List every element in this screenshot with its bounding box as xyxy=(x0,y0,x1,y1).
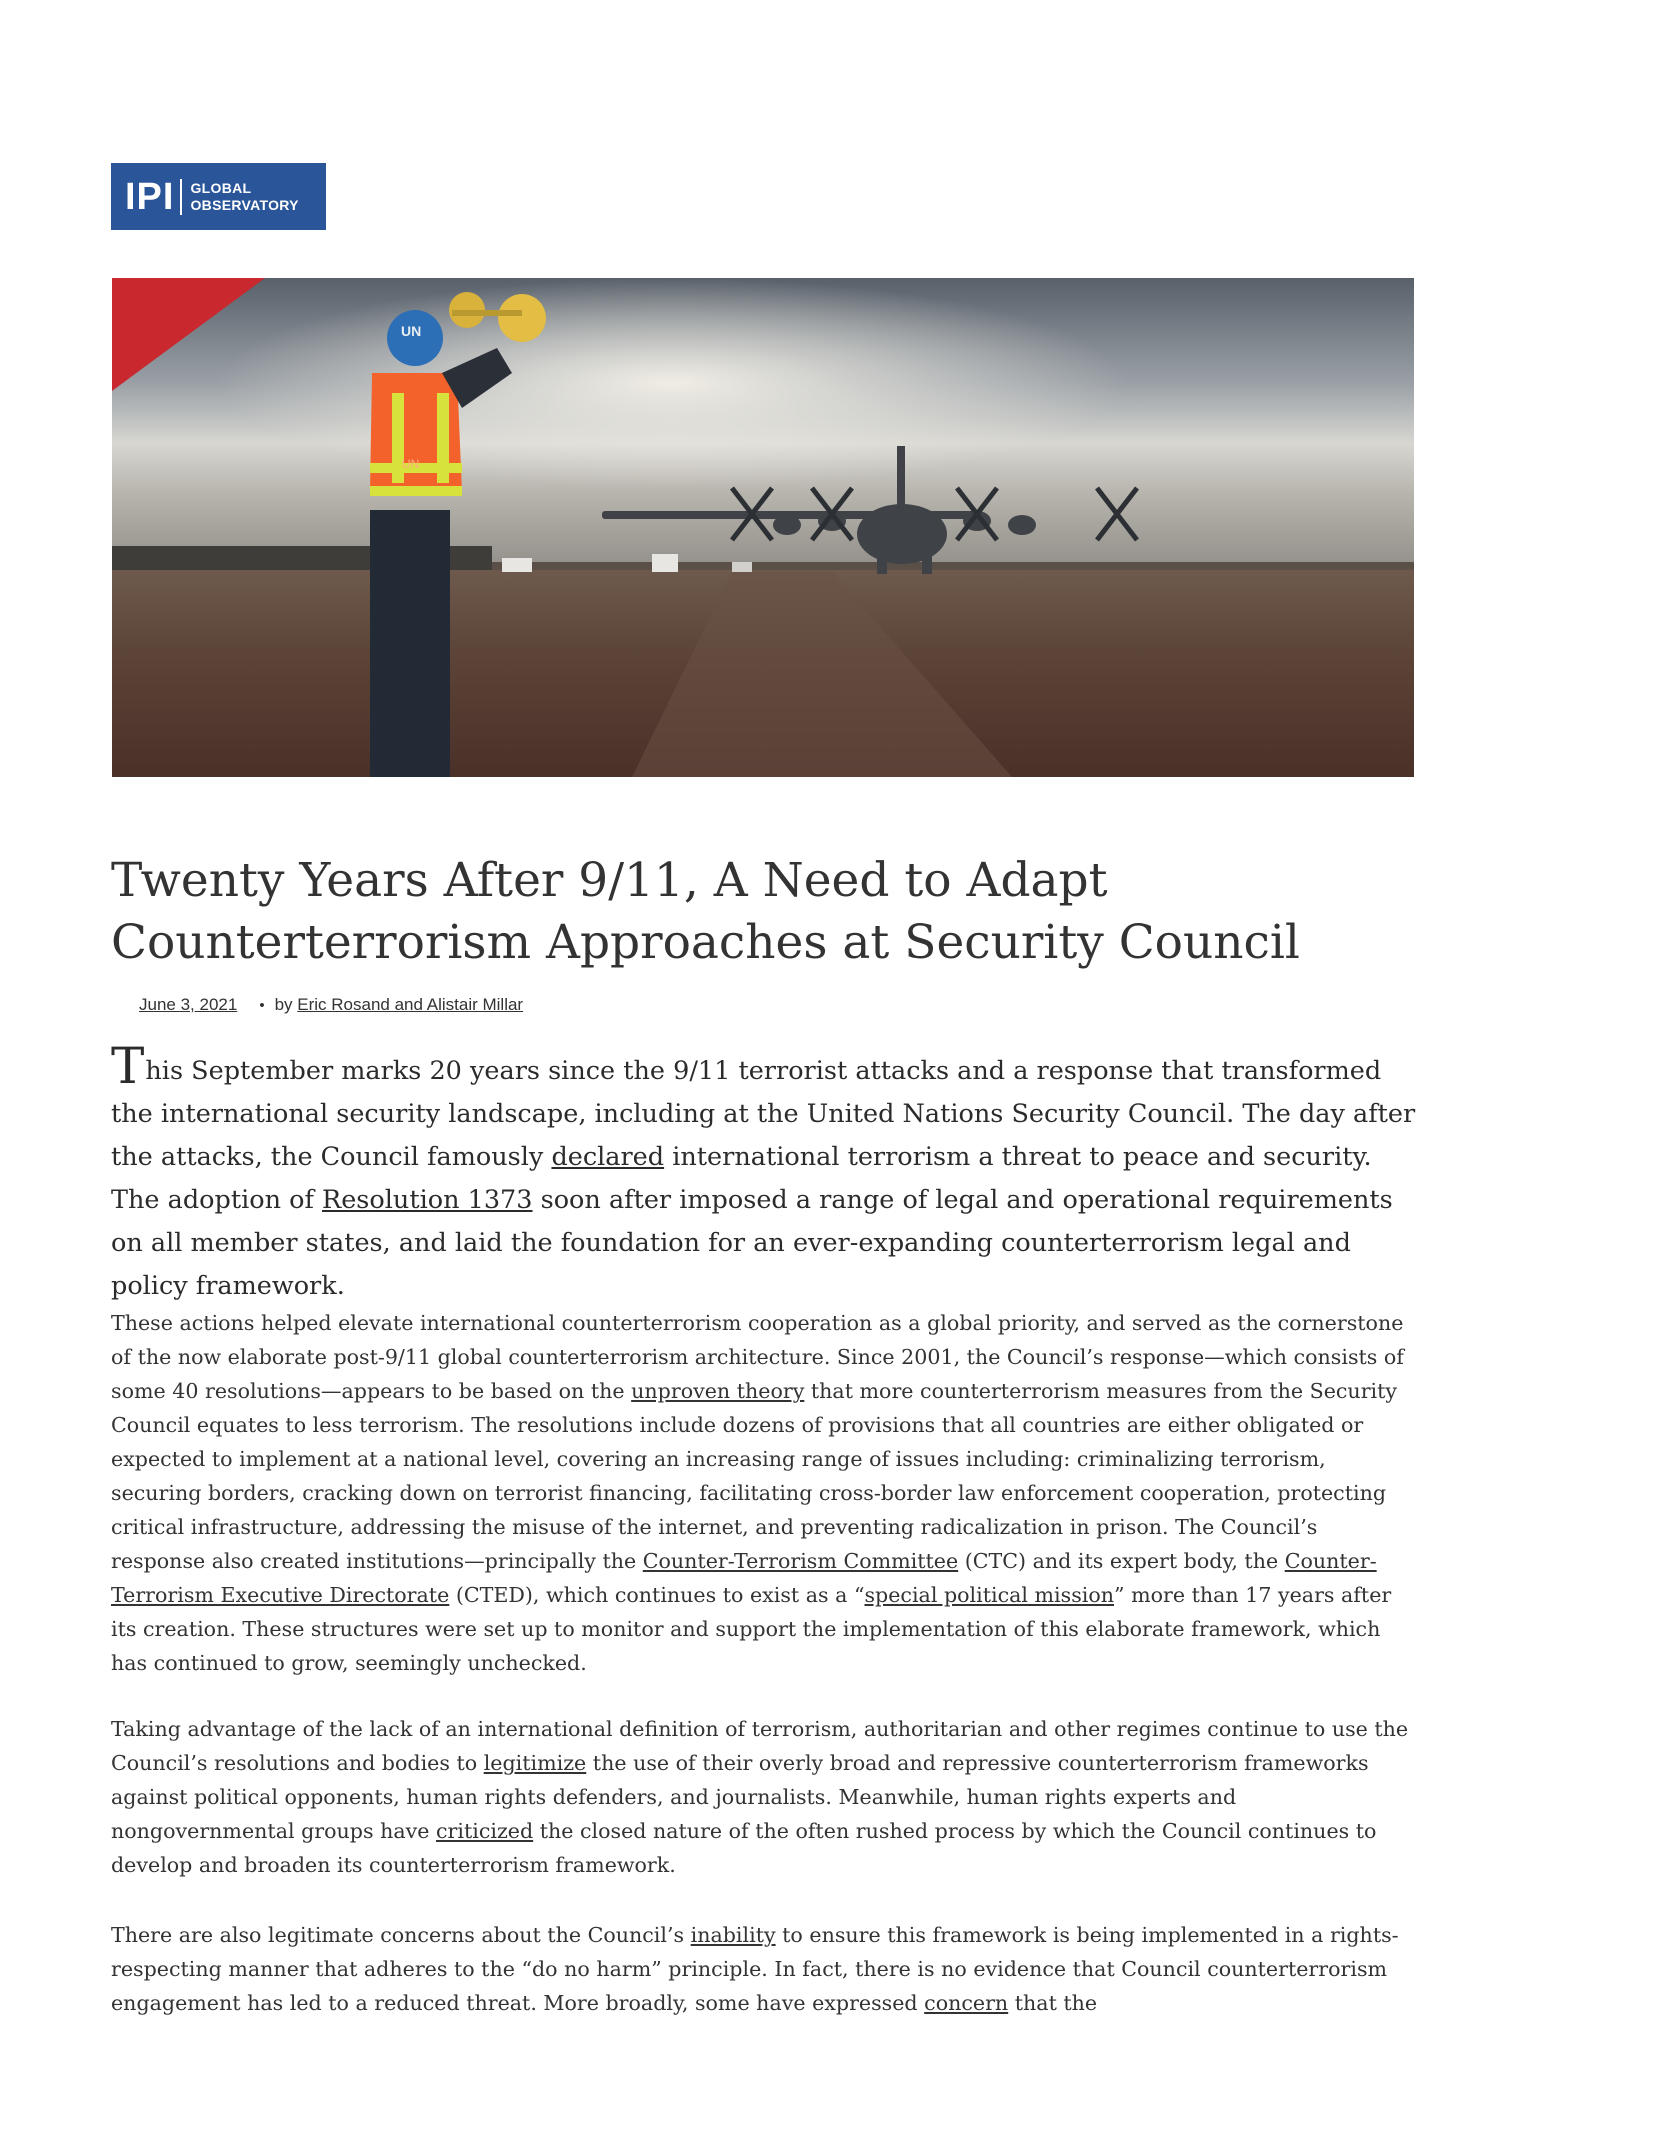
link-special-political-mission[interactable]: special political mission xyxy=(864,1583,1115,1607)
lede-text-3: soon after imposed a range of legal and operational requirements on all member states, and laid the foundation for an ever-expanding counterterrorism legal and policy framework. xyxy=(111,1185,1393,1301)
byline-prefix: by xyxy=(274,995,293,1014)
title-line-1: Twenty Years After 9/11, A Need to Adapt xyxy=(111,853,1108,908)
link-counter-terrorism-committee[interactable]: Counter-Terrorism Committee xyxy=(642,1549,959,1573)
lede-text-1: his September marks 20 years since the 9/11 terrorist attacks and a response that transformed the international security landscape, including at the United Nations Security Council. The day after the attacks, the Council famously xyxy=(111,1056,1416,1172)
p2-text-1: Taking advantage of the lack of an international definition of terrorism, authoritarian and other regimes continue to use the Council’s resolutions and bodies to xyxy=(111,1717,1409,1775)
logo-line-2: OBSERVATORY xyxy=(190,196,299,213)
bullet-separator: • xyxy=(259,996,265,1014)
link-unproven-theory[interactable]: unproven theory xyxy=(631,1379,805,1403)
logo-divider xyxy=(180,179,182,215)
hero-image xyxy=(112,278,1414,777)
link-cted[interactable]: Counter-Terrorism Executive Directorate xyxy=(111,1549,1377,1607)
vest-label: UN xyxy=(402,457,420,471)
link-legitimize[interactable]: legitimize xyxy=(483,1751,587,1775)
authors-link[interactable]: Eric Rosand and Alistair Millar xyxy=(297,995,524,1014)
p1-text-3: (CTC) and its expert body, the xyxy=(958,1549,1285,1573)
logo-line-1: GLOBAL xyxy=(190,179,252,196)
p3-text-3: that the xyxy=(1008,1991,1098,2015)
body-paragraph-3 xyxy=(111,1918,1416,2020)
hero-illustration xyxy=(112,278,1414,777)
helmet-label: UN xyxy=(401,323,422,339)
p3-text-2: to ensure this framework is being implemented in a rights-respecting manner that adheres to the “do no harm” principle. In fact, there is no evidence that Council counterterrorism engagement has led to a reduced threat. More broadly, some have expressed xyxy=(111,1923,1399,2015)
logo-wordmark xyxy=(190,180,298,214)
link-inability[interactable]: inability xyxy=(690,1923,776,1947)
link-declared[interactable]: declared xyxy=(551,1142,665,1172)
logo-mark: IPI xyxy=(125,175,175,218)
p1-text-4: (CTED), which continues to exist as a “ xyxy=(449,1583,865,1607)
p1-text-5: ” more than 17 years after its creation. These structures were set up to monitor and support the implementation of this elaborate framework, which has continued to grow, seemingly unchecked. xyxy=(111,1583,1392,1675)
link-concern[interactable]: concern xyxy=(924,1991,1009,2015)
link-criticized[interactable]: criticized xyxy=(436,1819,534,1843)
title-line-2: Counterterrorism Approaches at Security Council xyxy=(111,915,1300,970)
p3-text-1: There are also legitimate concerns about the Council’s xyxy=(111,1923,691,1947)
body-paragraph-1 xyxy=(111,1306,1416,1680)
p2-text-2: the use of their overly broad and repressive counterterrorism frameworks against political opponents, human rights defenders, and journalists. Meanwhile, human rights experts and nongovernmental groups have xyxy=(111,1751,1369,1843)
article-title xyxy=(111,850,1411,974)
body-paragraph-2 xyxy=(111,1712,1416,1882)
p2-text-3: the closed nature of the often rushed process by which the Council continues to develop and broaden its counterterrorism framework. xyxy=(111,1819,1377,1877)
drop-cap: T xyxy=(111,1037,145,1095)
p1-text-2: that more counterterrorism measures from the Security Council equates to less terrorism. The resolutions include dozens of provisions that all countries are either obligated or expected to implement at a national level, covering an increasing range of issues including: criminalizing terrorism, securing borders, cracking down on terrorist financing, facilitating cross-border law enforcement cooperation, protecting critical infrastructure, addressing the misuse of the internet, and preventing radicalization in prison. The Council’s response also created institutions—principally the xyxy=(111,1379,1398,1573)
lede-text-2: international terrorism a threat to peace and security. The adoption of xyxy=(111,1142,1372,1215)
ipi-global-observatory-logo[interactable] xyxy=(111,163,326,230)
article-meta xyxy=(139,995,523,1015)
date-link[interactable]: June 3, 2021 xyxy=(139,995,238,1014)
lede-paragraph xyxy=(111,1037,1416,1308)
link-resolution-1373[interactable]: Resolution 1373 xyxy=(322,1185,533,1215)
p1-text-1: These actions helped elevate international counterterrorism cooperation as a global priority, and served as the cornerstone of the now elaborate post-9/11 global counterterrorism architecture. Since 2001, the Council’s response—which consists of some 40 resolutions—appears to be based on the xyxy=(111,1311,1404,1403)
